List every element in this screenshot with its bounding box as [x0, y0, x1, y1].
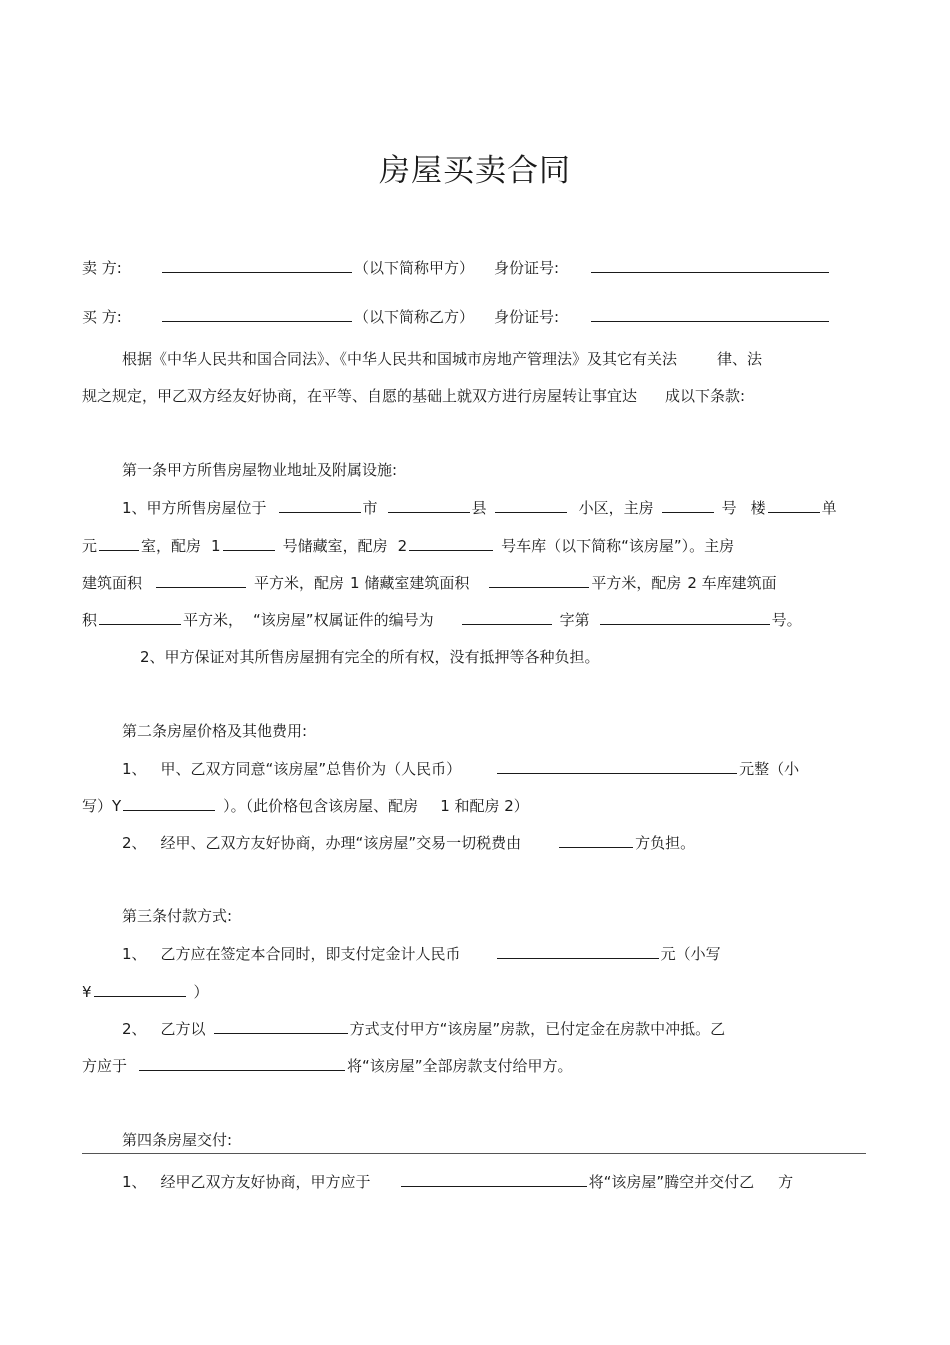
storage-no-field[interactable] — [223, 535, 275, 551]
a1-text: 积 — [82, 611, 98, 629]
a1-text: 楼 — [750, 499, 766, 517]
a1-text: 号 — [721, 499, 737, 517]
garage-area-field[interactable] — [99, 609, 181, 625]
deposit-figure-field[interactable] — [94, 981, 186, 997]
seller-id-field[interactable] — [591, 257, 829, 273]
city-field[interactable] — [279, 497, 361, 513]
a3-text: 乙方以 — [160, 1020, 206, 1038]
garage-no-field[interactable] — [409, 535, 493, 551]
delivery-date-field[interactable] — [401, 1171, 587, 1187]
article3-line-2 — [82, 981, 209, 1002]
preamble-text: 规之规定，甲乙双方经友好协商，在平等、自愿的基础上就双方进行房屋转让事宜达 — [82, 387, 638, 405]
article3-line-3 — [122, 1018, 725, 1039]
a1-text: 2 — [397, 537, 408, 555]
a2-text: 经甲、乙双方友好协商，办理“该房屋”交易一切税费由 — [160, 834, 522, 852]
article3-line-4 — [82, 1055, 573, 1076]
a1-text: 小区，主房 — [578, 499, 654, 517]
a1-text: 2 车库建筑面 — [687, 574, 777, 592]
a2-text: 写）Y — [82, 797, 122, 815]
a2-text: ）。（此价格包含该房屋、配房 — [223, 797, 419, 815]
a1-text: 元 — [82, 537, 98, 555]
preamble-line-1 — [122, 349, 762, 369]
a1-text: 县 — [471, 499, 487, 517]
a4-text: 方 — [778, 1173, 794, 1191]
a1-text: “该房屋”权属证件的编号为 — [253, 611, 434, 629]
a1-text: 号储藏室，配房 — [282, 537, 388, 555]
a1-text: 市 — [362, 499, 378, 517]
a1-text: 单 — [821, 499, 837, 517]
a1-text: 号。 — [771, 611, 802, 629]
certificate-no-field[interactable] — [600, 609, 770, 625]
a1-text: 平方米， — [183, 611, 244, 629]
a3-text: 乙方应在签定本合同时，即支付定金计人民币 — [160, 945, 461, 963]
payment-method-field[interactable] — [214, 1018, 348, 1034]
a2-text: 元整（小 — [739, 760, 800, 778]
community-field[interactable] — [495, 497, 567, 513]
page-title: 房屋买卖合同 — [379, 153, 571, 189]
article4-line-1 — [122, 1171, 793, 1192]
preamble-text: 根据《中华人民共和国合同法》、《中华人民共和国城市房地产管理法》及其它有关法 — [122, 350, 678, 368]
a1-text: 平方米，配房 — [591, 574, 682, 592]
a3-text: 2、 — [122, 1020, 147, 1038]
a1-text: 建筑面积 — [82, 574, 143, 592]
article2-heading: 第二条房屋价格及其他费用: — [122, 722, 308, 740]
section-divider — [82, 1153, 866, 1154]
a4-text: 经甲乙双方友好协商，甲方应于 — [160, 1173, 371, 1191]
seller-label: 卖 方: — [82, 259, 122, 277]
buyer-alias: （以下简称乙方） — [354, 308, 475, 326]
article1-line-4 — [82, 609, 802, 630]
preamble-text: 成以下条款: — [665, 387, 746, 405]
buyer-label: 买 方: — [82, 308, 122, 326]
storage-area-field[interactable] — [489, 572, 589, 588]
a1-text: 号车库（以下简称“该房屋”）。主房 — [501, 537, 735, 555]
seller-alias: （以下简称甲方） — [354, 259, 475, 277]
unit-field[interactable] — [99, 535, 139, 551]
a1-text: 1 储藏室建筑面积 — [350, 574, 470, 592]
a2-text: 2、 — [122, 834, 147, 852]
article1-line-1 — [122, 497, 837, 518]
a1-text: 1、甲方所售房屋位于 — [122, 499, 267, 517]
buyer-id-field[interactable] — [591, 306, 829, 322]
preamble-line-2 — [82, 386, 745, 406]
a3-text: 将“该房屋”全部房款支付给甲方。 — [347, 1057, 573, 1075]
total-price-figure-field[interactable] — [123, 795, 215, 811]
seller-id-label: 身份证号: — [494, 259, 560, 277]
certificate-prefix-field[interactable] — [462, 609, 552, 625]
a3-text: ¥ — [82, 983, 92, 1001]
a2-text: 1 和配房 2） — [440, 797, 529, 815]
a3-text: 方应于 — [82, 1057, 128, 1075]
buyer-row — [82, 306, 831, 327]
county-field[interactable] — [388, 497, 470, 513]
article1-line-3 — [82, 572, 777, 593]
main-house-no-field[interactable] — [662, 497, 714, 513]
a3-text: 元（小写 — [660, 945, 721, 963]
a1-text: 字第 — [559, 611, 590, 629]
tax-payer-field[interactable] — [559, 832, 633, 848]
a4-text: 将“该房屋”腾空并交付乙 — [588, 1173, 755, 1191]
seller-name-field[interactable] — [162, 257, 352, 273]
preamble-text: 律、法 — [717, 350, 763, 368]
article4-heading: 第四条房屋交付: — [122, 1131, 233, 1149]
a1-text: 1 — [211, 537, 221, 555]
a4-text: 1、 — [122, 1173, 147, 1191]
article2-line-3 — [122, 832, 695, 853]
a3-text: 方式支付甲方“该房屋”房款，已付定金在房款中冲抵。乙 — [349, 1020, 726, 1038]
a2-text: 方负担。 — [635, 834, 696, 852]
article1-item-2: 2、甲方保证对其所售房屋拥有完全的所有权，没有抵押等各种负担。 — [140, 648, 600, 666]
a3-text: ） — [193, 983, 209, 1001]
article3-line-1 — [122, 943, 721, 964]
a2-text: 甲、乙双方同意“该房屋”总售价为（人民币） — [160, 760, 462, 778]
buyer-name-field[interactable] — [162, 306, 352, 322]
building-field[interactable] — [768, 497, 820, 513]
main-area-field[interactable] — [156, 572, 246, 588]
deposit-field[interactable] — [497, 943, 659, 959]
payment-date-field[interactable] — [139, 1055, 345, 1071]
a1-text: 室，配房 — [141, 537, 202, 555]
buyer-id-label: 身份证号: — [494, 308, 560, 326]
seller-row — [82, 257, 831, 278]
article3-heading: 第三条付款方式: — [122, 907, 233, 925]
article1-line-2 — [82, 535, 734, 556]
article1-heading: 第一条甲方所售房屋物业地址及附属设施: — [122, 461, 398, 479]
article2-line-1 — [122, 758, 799, 779]
article2-line-2 — [82, 795, 529, 816]
a3-text: 1、 — [122, 945, 147, 963]
a2-text: 1、 — [122, 760, 147, 778]
total-price-field[interactable] — [497, 758, 737, 774]
a1-text: 平方米，配房 — [254, 574, 345, 592]
